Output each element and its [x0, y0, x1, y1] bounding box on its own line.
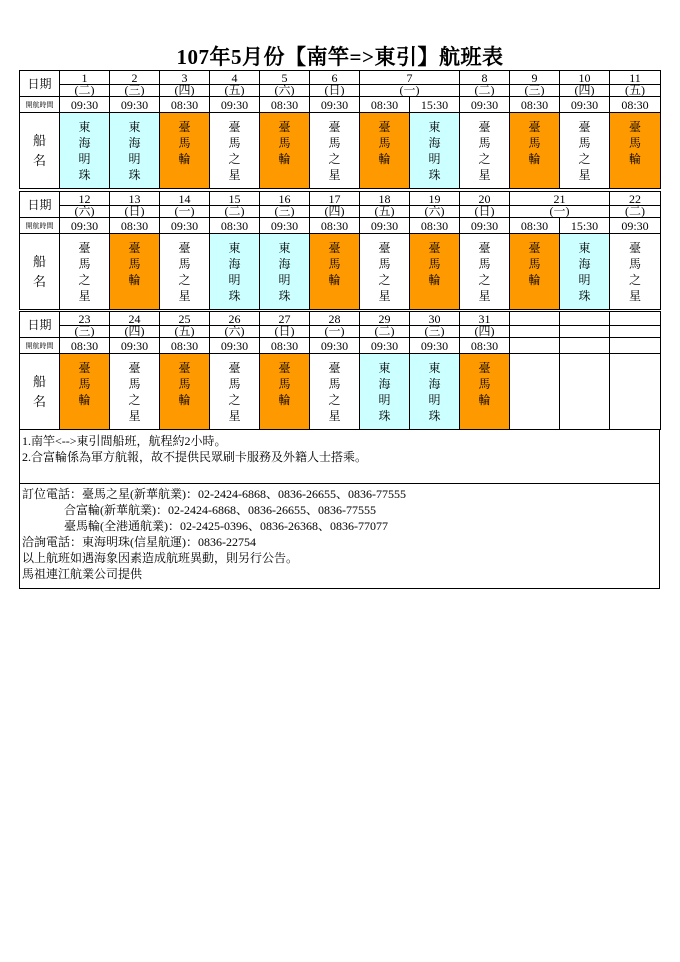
day-number: 2: [131, 70, 138, 85]
departure-time: [510, 338, 560, 354]
date-cell: [260, 71, 310, 97]
day-number: [610, 313, 660, 325]
ship-name: [60, 234, 110, 310]
ship-name: [560, 113, 610, 189]
ship-label: [20, 113, 60, 189]
ship-name: [110, 354, 160, 430]
date-cell: [110, 192, 160, 218]
departure-time: 09:30: [110, 338, 160, 354]
weekday: (四): [560, 84, 609, 96]
ship-name: [410, 113, 460, 189]
departure-time: 08:30: [60, 338, 110, 354]
departure-time: 09:30: [610, 218, 661, 234]
ship-name-text: 臺馬之星: [228, 120, 241, 182]
date-cell: [60, 71, 110, 97]
weekday: (六): [60, 205, 109, 217]
date-cell: [60, 192, 110, 218]
weekday: (四): [110, 325, 159, 337]
contact-line: 洽詢電話：東海明珠(信星航運)：0836-22754: [22, 535, 256, 549]
weekday: (五): [360, 205, 409, 217]
day-number: 14: [178, 191, 191, 206]
date-cell: [210, 71, 260, 97]
date-cell: [60, 312, 110, 338]
ship-label-text: 船名: [32, 253, 46, 289]
ship-name-text: 臺馬輪: [628, 120, 641, 166]
weekday: (二): [610, 205, 660, 217]
ship-name-text: 臺馬之星: [128, 361, 141, 423]
departure-time: 09:30: [360, 218, 410, 234]
ship-name: [610, 113, 661, 189]
departure-time: 08:30: [510, 97, 560, 113]
page-title: 107年5月份【南竿=>東引】航班表: [176, 45, 504, 69]
contact-line: 馬祖連江航業公司提供: [22, 567, 143, 581]
ship-name-text: 臺馬輪: [128, 241, 141, 287]
weekday: (二): [460, 84, 509, 96]
departure-time: 08:30: [310, 218, 360, 234]
day-number: [560, 313, 609, 325]
ship-name-text: 臺馬輪: [178, 361, 191, 407]
ship-name: [610, 234, 661, 310]
ship-name: [510, 354, 560, 430]
ship-name: [460, 354, 510, 430]
date-cell: [610, 312, 661, 338]
contact-line: 訂位電話：臺馬之星(新華航業)：02-2424-6868、0836-26655、0836-77555: [22, 487, 406, 501]
day-number: 1: [81, 70, 88, 85]
day-number: 17: [328, 191, 341, 206]
time-label: 開航時間: [20, 218, 60, 234]
date-cell: [260, 192, 310, 218]
date-cell: [310, 312, 360, 338]
departure-time: 08:30: [360, 97, 410, 113]
ship-label-text: 船名: [32, 373, 46, 409]
departure-time: 15:30: [560, 218, 610, 234]
departure-time: 09:30: [460, 218, 510, 234]
departure-time: 09:30: [360, 338, 410, 354]
date-cell: [510, 71, 560, 97]
day-number: 18: [378, 191, 391, 206]
day-number: 8: [481, 70, 488, 85]
weekday: (二): [60, 84, 109, 96]
weekday: (四): [310, 205, 359, 217]
date-label: 日期: [20, 192, 60, 218]
weekday: (日): [310, 84, 359, 96]
date-cell: [410, 312, 460, 338]
departure-time: 08:30: [460, 338, 510, 354]
ship-name: [160, 354, 210, 430]
date-label: 日期: [20, 312, 60, 338]
week-block: [19, 70, 661, 189]
ship-name-text: 東海明珠: [578, 241, 591, 303]
ship-label: [20, 234, 60, 310]
day-number: 10: [578, 70, 591, 85]
ship-name-text: 臺馬輪: [528, 120, 541, 166]
day-number: 23: [78, 311, 91, 326]
weekday: (六): [210, 325, 259, 337]
ship-name-text: 東海明珠: [228, 241, 241, 303]
weekday: (五): [610, 84, 660, 96]
ship-name-text: 臺馬輪: [478, 361, 491, 407]
departure-time: 09:30: [260, 218, 310, 234]
departure-time: 09:30: [210, 338, 260, 354]
ship-name: [110, 234, 160, 310]
departure-time: 09:30: [460, 97, 510, 113]
departure-time: 08:30: [510, 218, 560, 234]
departure-time: 08:30: [260, 97, 310, 113]
day-number: 26: [228, 311, 241, 326]
ship-name: [310, 113, 360, 189]
ship-name: [610, 354, 661, 430]
weekday: [610, 325, 660, 337]
ship-name-text: 臺馬之星: [228, 361, 241, 423]
day-number: 3: [181, 70, 188, 85]
date-cell: [560, 71, 610, 97]
date-cell: [160, 192, 210, 218]
ship-name: [210, 234, 260, 310]
departure-time: 09:30: [410, 338, 460, 354]
date-cell: [360, 312, 410, 338]
date-cell: [610, 192, 661, 218]
ship-name: [460, 234, 510, 310]
day-number: 25: [178, 311, 191, 326]
weekday: (日): [110, 205, 159, 217]
date-cell: [460, 192, 510, 218]
ship-name-text: 臺馬輪: [428, 241, 441, 287]
weekday: (二): [210, 205, 259, 217]
ship-name-text: 臺馬輪: [78, 361, 91, 407]
departure-time: 08:30: [160, 97, 210, 113]
ship-name-text: 臺馬之星: [328, 361, 341, 423]
ship-name: [460, 113, 510, 189]
ship-name-text: 東海明珠: [78, 120, 91, 182]
ship-name-text: 臺馬之星: [78, 241, 91, 303]
ship-name: [110, 113, 160, 189]
ship-name-text: 臺馬之星: [578, 120, 591, 182]
day-number: 30: [428, 311, 441, 326]
day-number: 19: [428, 191, 441, 206]
ship-name: [310, 354, 360, 430]
departure-time: 09:30: [310, 338, 360, 354]
ship-name-text: 臺馬之星: [378, 241, 391, 303]
departure-time: 09:30: [60, 97, 110, 113]
day-number: 9: [531, 70, 538, 85]
day-number: 15: [228, 191, 241, 206]
ship-name-text: 臺馬之星: [478, 241, 491, 303]
day-number: 4: [231, 70, 238, 85]
weekday: (四): [460, 325, 509, 337]
week-block: [19, 191, 661, 310]
date-cell: [360, 71, 460, 97]
departure-time: 08:30: [610, 97, 661, 113]
weekday: (日): [260, 325, 309, 337]
date-cell: [310, 192, 360, 218]
weekday: [510, 325, 559, 337]
ship-name: [210, 354, 260, 430]
ship-name-text: 東海明珠: [428, 361, 441, 423]
ship-name-text: 東海明珠: [378, 361, 391, 423]
date-cell: [510, 312, 560, 338]
ship-name-text: 臺馬輪: [278, 120, 291, 166]
day-number: 20: [478, 191, 491, 206]
ship-name: [260, 354, 310, 430]
ship-name: [210, 113, 260, 189]
departure-time: 09:30: [560, 97, 610, 113]
weekday: (三): [510, 84, 559, 96]
weekday: (四): [160, 84, 209, 96]
weekday: (三): [60, 325, 109, 337]
ship-name: [160, 113, 210, 189]
departure-time: 08:30: [260, 338, 310, 354]
ship-name: [260, 234, 310, 310]
ship-name: [360, 113, 410, 189]
ship-name: [410, 354, 460, 430]
date-cell: [110, 312, 160, 338]
day-number: 28: [328, 311, 341, 326]
date-cell: [210, 312, 260, 338]
ship-name-text: 臺馬輪: [328, 241, 341, 287]
departure-time: 09:30: [210, 97, 260, 113]
weekday: (一): [360, 84, 459, 96]
weekday: (三): [410, 325, 459, 337]
date-cell: [160, 71, 210, 97]
date-cell: [110, 71, 160, 97]
notes-box: [19, 429, 660, 589]
weekday: (一): [310, 325, 359, 337]
departure-time: [560, 338, 610, 354]
date-cell: [160, 312, 210, 338]
date-cell: [610, 71, 661, 97]
ship-name-text: 臺馬之星: [328, 120, 341, 182]
departure-time: 09:30: [310, 97, 360, 113]
time-label: 開航時間: [20, 338, 60, 354]
day-number: 13: [128, 191, 141, 206]
weekday: (六): [410, 205, 459, 217]
day-number: 31: [478, 311, 491, 326]
day-number: 6: [331, 70, 338, 85]
date-cell: [410, 192, 460, 218]
date-cell: [260, 312, 310, 338]
date-cell: [510, 192, 610, 218]
departure-time: 08:30: [210, 218, 260, 234]
contact-line: 以上航班如遇海象因素造成航班異動，則另行公告。: [22, 551, 299, 565]
ship-name: [410, 234, 460, 310]
date-label: 日期: [20, 71, 60, 97]
day-number: 11: [629, 70, 641, 85]
week-block: [19, 311, 661, 430]
ship-name: [60, 354, 110, 430]
date-cell: [360, 192, 410, 218]
note-line: 2.合富輪係為軍方航報，故不提供民眾刷卡服務及外籍人士搭乘。: [22, 450, 368, 464]
day-number: 24: [128, 311, 141, 326]
day-number: 21: [553, 191, 566, 206]
date-cell: [560, 312, 610, 338]
ship-name-text: 臺馬之星: [478, 120, 491, 182]
ship-name: [510, 234, 560, 310]
weekday: (五): [160, 325, 209, 337]
day-number: 5: [281, 70, 288, 85]
departure-time: 08:30: [110, 218, 160, 234]
ship-name: [310, 234, 360, 310]
weekday: (一): [510, 205, 609, 217]
departure-time: 08:30: [160, 338, 210, 354]
time-label: 開航時間: [20, 97, 60, 113]
date-cell: [460, 71, 510, 97]
ship-name-text: 東海明珠: [128, 120, 141, 182]
departure-time: 08:30: [410, 218, 460, 234]
day-number: 22: [629, 191, 641, 206]
ship-name-text: 東海明珠: [278, 241, 291, 303]
weekday: [560, 325, 609, 337]
departure-time: 09:30: [160, 218, 210, 234]
date-cell: [210, 192, 260, 218]
ship-label-text: 船名: [32, 132, 46, 168]
day-number: [510, 313, 559, 325]
ship-name: [360, 354, 410, 430]
weekday: (二): [360, 325, 409, 337]
contact-line: 合富輪(新華航業)：02-2424-6868、0836-26655、0836-77555: [22, 503, 376, 517]
weekday: (五): [210, 84, 259, 96]
departure-time: [610, 338, 661, 354]
departure-time: 09:30: [60, 218, 110, 234]
ship-name: [160, 234, 210, 310]
weekday: (一): [160, 205, 209, 217]
ship-name-text: 臺馬輪: [178, 120, 191, 166]
weekday: (日): [460, 205, 509, 217]
ship-name: [260, 113, 310, 189]
date-cell: [460, 312, 510, 338]
ship-name: [560, 354, 610, 430]
contact-line: 臺馬輪(全港通航業)：02-2425-0396、0836-26368、0836-77077: [22, 519, 388, 533]
day-number: 16: [278, 191, 291, 206]
weekday: (三): [110, 84, 159, 96]
ship-name-text: 東海明珠: [428, 120, 441, 182]
weekday: (三): [260, 205, 309, 217]
ship-name-text: 臺馬輪: [378, 120, 391, 166]
note-line: 1.南竿<-->東引間船班，航程約2小時。: [22, 434, 227, 448]
day-number: 12: [78, 191, 91, 206]
ship-label: [20, 354, 60, 430]
ship-name-text: 臺馬輪: [528, 241, 541, 287]
departure-time: 09:30: [110, 97, 160, 113]
ship-name: [560, 234, 610, 310]
ship-name: [60, 113, 110, 189]
ship-name: [360, 234, 410, 310]
date-cell: [310, 71, 360, 97]
ship-name-text: 臺馬之星: [628, 241, 641, 303]
ship-name: [510, 113, 560, 189]
ship-name-text: 臺馬輪: [278, 361, 291, 407]
ship-name-text: 臺馬之星: [178, 241, 191, 303]
departure-time: 15:30: [410, 97, 460, 113]
day-number: 29: [378, 311, 391, 326]
notes-divider: [20, 483, 659, 484]
weekday: (六): [260, 84, 309, 96]
day-number: 27: [278, 311, 291, 326]
day-number: 7: [406, 70, 413, 85]
